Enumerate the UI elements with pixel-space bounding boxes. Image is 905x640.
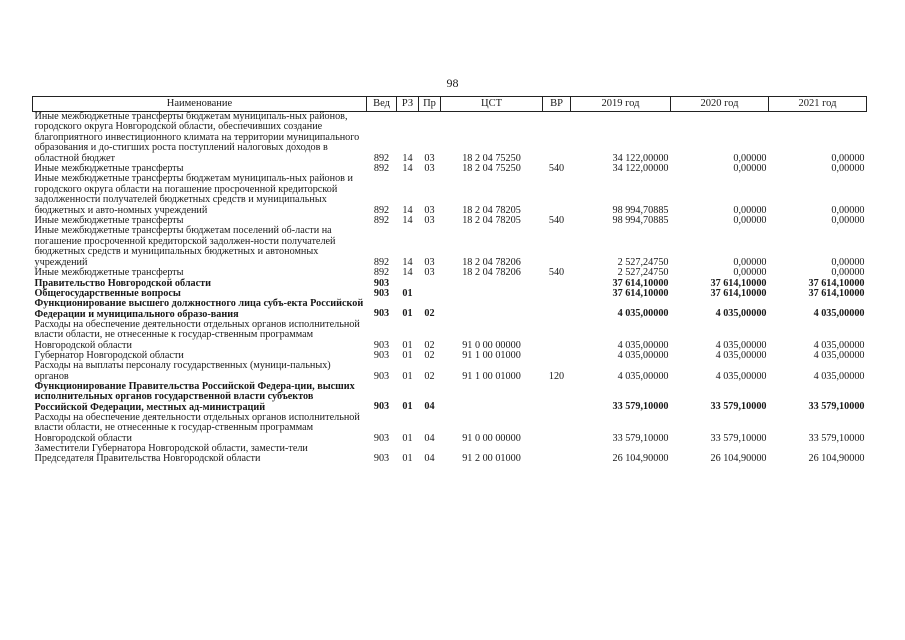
header-2021: 2021 год	[769, 97, 867, 112]
row-pr: 02	[424, 339, 435, 351]
row-name: Общегосударственные вопросы	[34, 288, 181, 300]
row-name: Иные межбюджетные трансферты	[34, 163, 184, 175]
row-vr	[543, 320, 571, 351]
row-vr	[543, 413, 571, 444]
row-2020: 0,00000	[733, 215, 767, 227]
row-pr	[419, 289, 441, 299]
row-cst: 18 2 04 78206	[462, 256, 521, 268]
row-2020: 4 035,00000	[715, 349, 767, 361]
row-cst	[441, 382, 543, 413]
row-2021: 37 614,10000	[808, 277, 865, 289]
budget-table	[32, 96, 867, 465]
row-2019: 4 035,00000	[617, 339, 669, 351]
row-name: Губернатор Новгородской области	[34, 349, 184, 361]
row-rz: 14	[402, 204, 413, 216]
row-pr: 03	[424, 152, 435, 164]
table-row	[33, 444, 867, 465]
row-2021: 0,00000	[831, 256, 865, 268]
row-rz: 01	[402, 339, 413, 351]
table-row	[33, 361, 867, 382]
row-pr: 02	[424, 349, 435, 361]
row-vr	[543, 382, 571, 413]
row-vr: 540	[548, 215, 565, 227]
table-row	[33, 299, 867, 319]
row-2020: 0,00000	[733, 163, 767, 175]
row-2019: 37 614,10000	[612, 287, 669, 299]
row-name: Расходы на обеспечение деятельности отдельных органов исполнительной власти области, не отнесенные к государ-ственным программам Новгородской области	[34, 318, 360, 351]
header-cst: ЦСТ	[441, 97, 543, 112]
row-vr	[543, 299, 571, 319]
row-name: Иные межбюджетные трансферты бюджетам муниципаль-ных районов, городского округа Новгородской области, обеспечивших создание благоприятного инвестиционного климата на территории муниципального образования и до-стигших роста поступлений налоговых доходов в областной бюджет	[34, 111, 360, 164]
row-pr: 03	[424, 204, 435, 216]
row-2020: 0,00000	[733, 267, 767, 279]
row-2019: 2 527,24750	[617, 267, 669, 279]
row-2020: 33 579,10000	[710, 432, 767, 444]
row-2020: 37 614,10000	[710, 277, 767, 289]
table-row	[33, 112, 867, 165]
row-rz: 14	[402, 215, 413, 227]
header-2020: 2020 год	[671, 97, 769, 112]
row-rz: 14	[402, 267, 413, 279]
page-number: 98	[446, 76, 459, 90]
row-vr	[543, 226, 571, 268]
row-vr: 540	[548, 267, 565, 279]
row-cst: 18 2 04 75250	[462, 152, 521, 164]
row-pr: 03	[424, 215, 435, 227]
row-cst	[441, 289, 543, 299]
row-pr	[419, 279, 441, 289]
row-name: Иные межбюджетные трансферты	[34, 215, 184, 227]
row-cst: 18 2 04 78206	[462, 267, 521, 279]
row-ved: 903	[373, 401, 390, 413]
row-2019: 98 994,70885	[612, 215, 669, 227]
row-2021: 0,00000	[831, 163, 865, 175]
row-2020: 33 579,10000	[710, 401, 767, 413]
row-2019: 26 104,90000	[612, 453, 669, 465]
row-pr: 03	[424, 267, 435, 279]
header-ved: Вед	[367, 97, 397, 112]
header-name: Наименование	[33, 97, 367, 112]
table-row	[33, 268, 867, 278]
row-2021: 37 614,10000	[808, 287, 865, 299]
row-2019: 34 122,00000	[612, 163, 669, 175]
row-2019: 2 527,24750	[617, 256, 669, 268]
row-cst: 91 0 00 00000	[462, 432, 521, 444]
row-cst: 18 2 04 78205	[462, 215, 521, 227]
row-2019: 4 035,00000	[617, 308, 669, 320]
row-2019: 33 579,10000	[612, 401, 669, 413]
row-cst: 18 2 04 75250	[462, 163, 521, 175]
table-row	[33, 382, 867, 413]
row-ved: 903	[373, 370, 390, 382]
row-ved: 892	[373, 152, 390, 164]
row-name: Заместители Губернатора Новгородской области, замести-тели Председателя Правительства Новгородской области	[34, 442, 308, 465]
row-2019: 34 122,00000	[612, 152, 669, 164]
row-cst: 91 1 00 01000	[462, 349, 521, 361]
row-ved: 892	[373, 204, 390, 216]
row-2019: 98 994,70885	[612, 204, 669, 216]
row-rz: 01	[402, 287, 413, 299]
row-vr	[543, 351, 571, 361]
row-2021: 0,00000	[831, 215, 865, 227]
row-ved: 892	[373, 267, 390, 279]
row-name: Правительство Новгородской области	[34, 277, 212, 289]
row-cst	[441, 299, 543, 319]
row-2020: 4 035,00000	[715, 308, 767, 320]
row-2019: 33 579,10000	[612, 432, 669, 444]
row-vr: 540	[548, 163, 565, 175]
row-pr: 03	[424, 256, 435, 268]
row-cst: 91 1 00 01000	[462, 370, 521, 382]
row-name: Расходы на выплаты персоналу государственных (муници-пальных) органов	[34, 360, 331, 382]
table-row	[33, 174, 867, 216]
row-2021: 0,00000	[831, 204, 865, 216]
row-pr: 02	[424, 370, 435, 382]
row-cst: 91 2 00 01000	[462, 453, 521, 465]
row-2020: 4 035,00000	[715, 339, 767, 351]
row-rz: 01	[402, 401, 413, 413]
row-name: Иные межбюджетные трансферты бюджетам муниципаль-ных районов и городского округа области на погашение просроченной кредиторской задолженности получателей бюджетных средств и муниципальных бюджетных и авто-номных учреждений	[34, 173, 353, 216]
row-2020: 0,00000	[733, 256, 767, 268]
row-vr	[543, 112, 571, 165]
row-ved: 903	[373, 432, 390, 444]
row-2021: 0,00000	[831, 267, 865, 279]
row-rz: 14	[402, 152, 413, 164]
header-pr: Пр	[419, 97, 441, 112]
row-rz: 01	[402, 349, 413, 361]
row-vr	[543, 444, 571, 465]
row-vr	[543, 174, 571, 216]
row-2020: 26 104,90000	[710, 453, 767, 465]
row-cst: 18 2 04 78205	[462, 204, 521, 216]
row-2020: 0,00000	[733, 152, 767, 164]
row-rz: 14	[402, 163, 413, 175]
header-vr: ВР	[543, 97, 571, 112]
table-row	[33, 413, 867, 444]
row-name: Функционирование Правительства Российской Федера-ции, высших исполнительных органов государственной власти субъектов Российской Федерации, местных ад-министраций	[34, 381, 355, 413]
row-ved: 903	[373, 287, 390, 299]
row-2021: 33 579,10000	[808, 432, 865, 444]
row-2019: 4 035,00000	[617, 349, 669, 361]
row-2021: 33 579,10000	[808, 401, 865, 413]
row-cst: 91 0 00 00000	[462, 339, 521, 351]
row-rz: 01	[402, 432, 413, 444]
row-ved: 903	[373, 453, 390, 465]
row-pr: 04	[424, 401, 435, 413]
row-pr: 03	[424, 163, 435, 175]
row-rz: 01	[402, 370, 413, 382]
row-ved: 903	[373, 339, 390, 351]
table-header-row	[33, 97, 867, 112]
row-2021: 26 104,90000	[808, 453, 865, 465]
row-vr	[543, 289, 571, 299]
row-2019: 4 035,00000	[617, 370, 669, 382]
row-pr: 04	[424, 453, 435, 465]
row-2020: 0,00000	[733, 204, 767, 216]
row-2021: 4 035,00000	[813, 370, 865, 382]
row-cst	[441, 279, 543, 289]
row-2021: 0,00000	[831, 152, 865, 164]
table-row	[33, 320, 867, 351]
header-rz: РЗ	[397, 97, 419, 112]
row-2021: 4 035,00000	[813, 308, 865, 320]
row-rz: 01	[402, 453, 413, 465]
row-ved: 903	[373, 349, 390, 361]
row-ved: 903	[373, 277, 390, 289]
row-2020: 37 614,10000	[710, 287, 767, 299]
row-ved: 892	[373, 256, 390, 268]
row-name: Иные межбюджетные трансферты бюджетам поселений об-ласти на погашение просроченной кредиторской задолжен-ности получателей бюджетных средств и муниципальных бюджетных и автономных учреждений	[34, 225, 336, 268]
row-rz: 01	[402, 308, 413, 320]
row-pr: 04	[424, 432, 435, 444]
table-row	[33, 226, 867, 268]
row-pr: 02	[424, 308, 435, 320]
row-name: Функционирование высшего должностного лица субъ-екта Российской Федерации и муниципального образо-вания	[34, 298, 364, 320]
header-2019: 2019 год	[571, 97, 671, 112]
row-name: Иные межбюджетные трансферты	[34, 267, 184, 279]
row-name: Расходы на обеспечение деятельности отдельных органов исполнительной власти области, не отнесенные к государ-ственным программам Новгородской области	[34, 411, 360, 444]
row-vr: 120	[548, 370, 565, 382]
row-2019: 37 614,10000	[612, 277, 669, 289]
row-rz: 14	[402, 256, 413, 268]
row-ved: 892	[373, 215, 390, 227]
row-ved: 892	[373, 163, 390, 175]
row-2021: 4 035,00000	[813, 349, 865, 361]
row-2021: 4 035,00000	[813, 339, 865, 351]
row-ved: 903	[373, 308, 390, 320]
row-vr	[543, 279, 571, 289]
row-2020: 4 035,00000	[715, 370, 767, 382]
